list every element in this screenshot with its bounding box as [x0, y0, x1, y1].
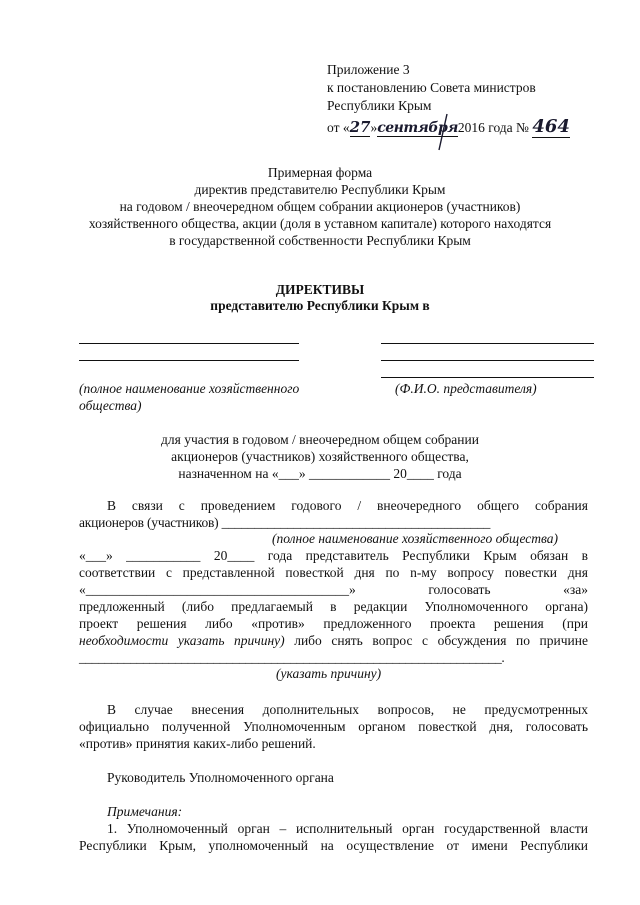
- handwritten-stroke: [425, 112, 455, 152]
- handwritten-doc-number: 464: [532, 116, 570, 137]
- handwritten-month: сентября: [377, 120, 458, 136]
- paragraph2-line-2: официально полученной Уполномоченным органом повесткой дня, голосовать: [79, 719, 588, 734]
- remove-question-text: либо снять вопрос с обсуждения по причине: [284, 633, 588, 648]
- reason-hint: необходимости указать причину): [79, 633, 285, 648]
- paragraph1-line-9: __________________________________________________________________.: [79, 650, 505, 665]
- paragraph1-line-7: проект решения либо «против» предложенного проекта решения (при: [79, 616, 588, 631]
- paragraph1-line-4: соответствии с представленной повесткой дня по n-му вопросу повестки дня: [79, 565, 588, 580]
- blank-line-right-3: [381, 377, 594, 378]
- paragraph1-line-6: предложенный (либо предлагаемый в редакции Уполномоченного органа): [79, 599, 588, 614]
- head-of-authorized-body: Руководитель Уполномоченного органа: [107, 770, 334, 785]
- paragraph1-line-2: акционеров (участников) _________________________________________: [79, 515, 491, 530]
- appendix-line-3: Республики Крым: [327, 98, 432, 113]
- paragraph2-line-1: В случае внесения дополнительных вопросов, не предусмотренных: [107, 702, 588, 717]
- participation-line-1: для участия в годовом / внеочередном общем собрании: [161, 432, 479, 447]
- handwritten-day: 27: [349, 118, 371, 136]
- directives-heading: ДИРЕКТИВЫ: [275, 282, 365, 297]
- caption-company-name-1: (полное наименование хозяйственного: [79, 381, 300, 396]
- caption-representative-name: (Ф.И.О. представителя): [395, 381, 537, 396]
- caption-company-name-2: общества): [79, 398, 142, 413]
- blank-line-left-1: [79, 343, 299, 344]
- paragraph1-line-1: В связи с проведением годового / внеочередного общего собрания: [107, 498, 588, 513]
- date-mid: »: [370, 120, 378, 135]
- form-title-line-2: директив представителю Республики Крым: [194, 182, 446, 197]
- appendix-line-1: Приложение 3: [327, 62, 410, 77]
- blank-line-right-1: [381, 343, 594, 344]
- note1-line-1: 1. Уполномоченный орган – исполнительный орган государственной власти: [107, 821, 588, 836]
- paragraph1-line-5: «_______________________________________» голосовать «за»: [79, 582, 588, 597]
- participation-line-2: акционеров (участников) хозяйственного общества,: [171, 449, 469, 464]
- form-title-line-3: на годовом / внеочередном общем собрании акционеров (участников): [119, 199, 521, 214]
- date-suffix: 2016 года №: [457, 120, 529, 135]
- paragraph1-line-3: «___» ___________ 20____ года представитель Республики Крым обязан в: [79, 548, 588, 563]
- blank-line-left-2: [79, 360, 299, 361]
- form-title-line-4: хозяйственного общества, акции (доля в уставном капитале) которого находятся: [88, 216, 552, 231]
- paragraph2-line-3: «против» принятия каких-либо решений.: [79, 736, 316, 751]
- notes-label: Примечания:: [107, 804, 183, 819]
- form-title-line-5: в государственной собственности Республики Крым: [169, 233, 471, 248]
- paragraph1-reason-caption: (указать причину): [276, 666, 382, 681]
- note1-line-2: Республики Крым, уполномоченный на осуществление от имени Республики: [79, 838, 588, 853]
- date-prefix: от «: [327, 120, 350, 135]
- participation-line-3: назначенном на «___» ____________ 20____ года: [178, 466, 462, 481]
- appendix-line-2: к постановлению Совета министров: [327, 80, 536, 95]
- paragraph1-line-8: [79, 633, 588, 649]
- paragraph1-caption: (полное наименование хозяйственного общества): [272, 531, 559, 546]
- blank-line-right-2: [381, 360, 594, 361]
- directives-subheading: представителю Республики Крым в: [210, 298, 430, 313]
- form-title-line-1: Примерная форма: [267, 165, 373, 180]
